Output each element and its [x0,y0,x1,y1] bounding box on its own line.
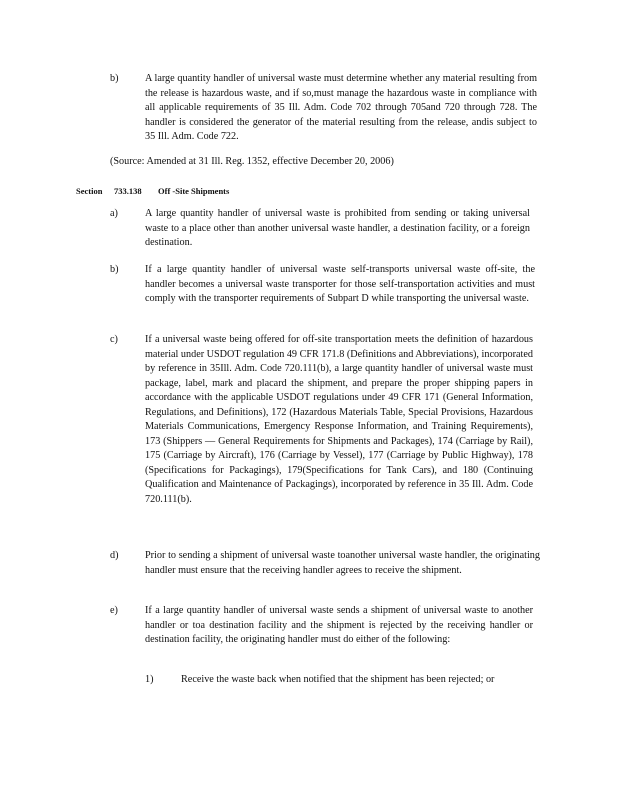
item-label-c: c) [110,334,118,345]
section-word: Section [76,186,103,196]
section-number: 733.138 [114,186,142,196]
item-text-d: Prior to sending a shipment of universal waste toanother universal waste handler, the originating handler must ensure that the receiving handler agrees to receive the shipment. [145,550,540,576]
item-text-a: A large quantity handler of universal waste is prohibited from sending or taking universal waste to a place other than another universal waste handler, a destination facility, or a foreign destination. [145,208,530,248]
source-note: (Source: Amended at 31 Ill. Reg. 1352, effective December 20, 2006) [110,156,394,167]
item-label-b-top: b) [110,73,119,84]
subitem-text-1: Receive the waste back when notified that the shipment has been rejected; or [181,674,495,685]
item-text-e: If a large quantity handler of universal waste sends a shipment of universal waste to another handler or toa destination facility and the shipment is rejected by the receiving handler or destination facility, the originating handler must do either of the following: [145,605,533,645]
item-label-e: e) [110,605,118,616]
section-title: Off -Site Shipments [158,186,230,196]
subitem-label-1: 1) [145,674,154,685]
item-text-c: If a universal waste being offered for off-site transportation meets the definition of hazardous material under USDOT regulation 49 CFR 171.8 (Definitions and Abbreviations), incorporated by reference in 35Ill. Adm. Code 720.111(b), a large quantity handler of universal waste must package, label, mark and placard the shipment, and prepare the proper shipping papers in accordance with the applicable USDOT regulations under 49 CFR 171 (General Information, Regulations, and Definitions), 172 (Hazardous Materials Table, Special Provisions, Hazardous Materials Communications, Emergency Response Information, and Training Requirements), 173 (Shippers — General Requirements for Shipments and Packages), 174 (Carriage by Rail), 175 (Carriage by Aircraft), 176 (Carriage by Vessel), 177 (Carriage by Public Highway), 178 (Specifications for Packagings), 179(Specifications for Tank Cars), and 180 (Continuing Qualification and Maintenance of Packagings), incorporated by reference in 35 Ill. Adm. Code 720.111(b). [145,334,533,505]
item-text-b: If a large quantity handler of universal waste self-transports universal waste off-site, the handler becomes a universal waste transporter for those self-transportation activities and must comply with the transporter requirements of Subpart D while transporting the universal waste. [145,264,535,304]
item-label-b: b) [110,264,119,275]
item-label-d: d) [110,550,119,561]
item-label-a: a) [110,208,118,219]
item-text-b-top: A large quantity handler of universal waste must determine whether any material resulting from the release is hazardous waste, and if so,must manage the hazardous waste in compliance with all applicable requirements of 35 Ill. Adm. Code 702 through 705and 720 through 728. The handler is considered the generator of the material resulting from the release, andis subject to 35 Ill. Adm. Code 722. [145,73,537,142]
